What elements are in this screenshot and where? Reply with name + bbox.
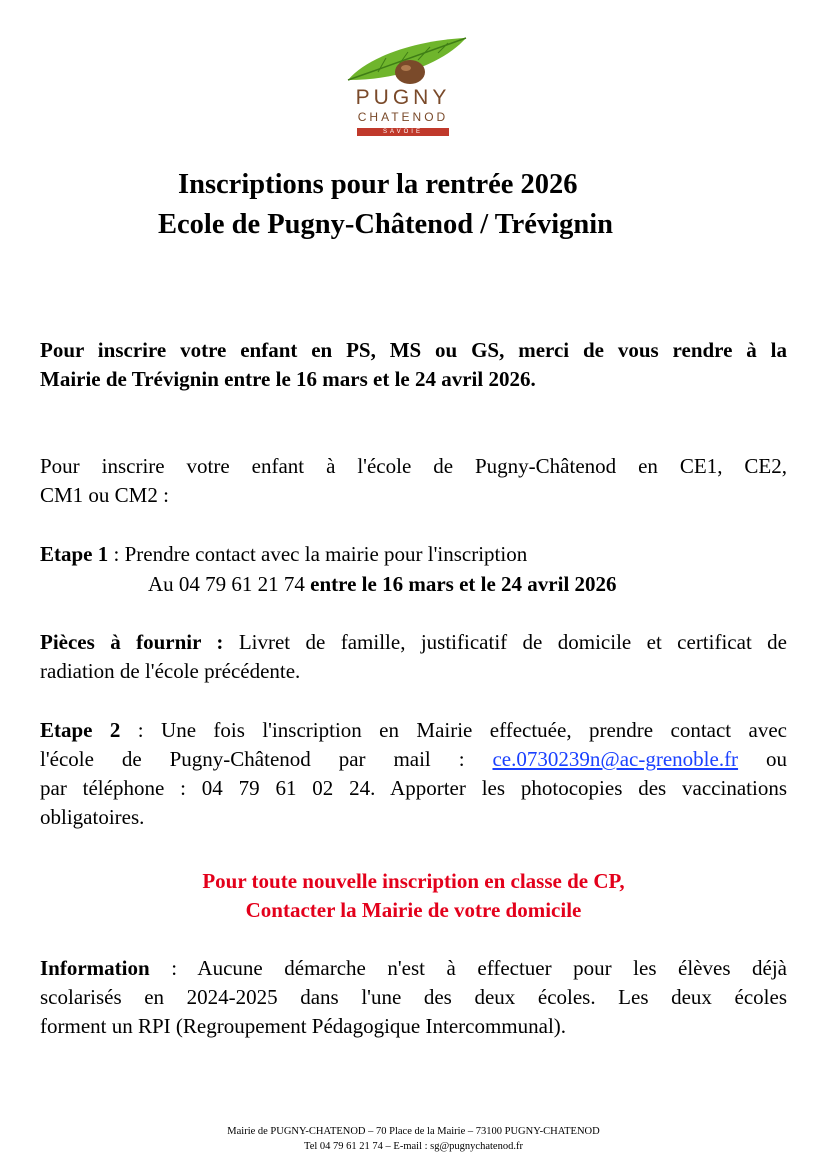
information-line: scolarisés en 2024-2025 dans l'une des deux écoles. Les deux écoles [40,985,787,1009]
etape1-text: : Prendre contact avec la mairie pour l'inscription [108,542,528,566]
etape2-paragraph [40,716,787,832]
elementaire-line: CM1 ou CM2 : [40,483,169,507]
cp-notice-line1: Pour toute nouvelle inscription en classe de CP, [202,869,625,893]
etape1-phone: Au 04 79 61 21 74 [148,572,311,596]
etape1-label: Etape 1 [40,542,109,566]
information-line: forment un RPI (Regroupement Pédagogique Intercommunal). [40,1014,567,1038]
information-text: : Aucune démarche n'est à effectuer pour les élèves déjà [149,956,787,980]
page-title: Inscriptions pour la rentrée 2026 [178,169,578,200]
pieces-text: Livret de famille, justificatif de domicile et certificat de [223,630,787,654]
logo-text-pugny: PUGNY [355,86,451,109]
footer-address: Mairie de PUGNY-CHATENOD – 70 Place de la Mairie – 73100 PUGNY-CHATENOD [227,1126,600,1137]
etape2-line: par téléphone : 04 79 61 02 24. Apporter les photocopies des vaccinations [40,776,787,800]
pieces-paragraph [40,628,787,686]
information-label: Information [40,956,150,980]
etape2-line: obligatoires. [40,805,145,829]
etape2-mail-prefix: l'école de Pugny-Châtenod par mail : [40,747,493,771]
elementaire-paragraph [40,452,787,510]
pieces-label: Pièces à fournir : [40,630,224,654]
page-subtitle: Ecole de Pugny-Châtenod / Trévignin [158,209,613,240]
school-email-link[interactable]: ce.0730239n@ac-grenoble.fr [492,747,739,771]
logo-text-savoie: SAVOIE [357,128,449,136]
logo-text-chatenod: CHATENOD [357,110,449,124]
chestnut-leaf-icon [338,36,468,86]
elementaire-line: Pour inscrire votre enfant à l'école de Pugny-Châtenod en CE1, CE2, [40,454,787,478]
etape2-label: Etape 2 [40,718,121,742]
etape1-contact [148,570,617,599]
etape1-dates: entre le 16 mars et le 24 avril 2026 [310,572,617,596]
maternelle-line: Mairie de Trévignin entre le 16 mars et le 24 avril 2026. [40,367,536,391]
etape2-mail-suffix: ou [766,747,787,771]
maternelle-paragraph [40,336,787,394]
etape2-text: : Une fois l'inscription en Mairie effectuée, prendre contact avec [120,718,788,742]
information-paragraph [40,954,787,1041]
cp-notice-line2: Contacter la Mairie de votre domicile [245,898,582,922]
municipal-logo [338,36,468,140]
maternelle-line: Pour inscrire votre enfant en PS, MS ou GS, merci de vous rendre à la [40,338,787,362]
etape1-paragraph [40,540,787,569]
pieces-line: radiation de l'école précédente. [40,659,301,683]
footer-contact: Tel 04 79 61 21 74 – E-mail : sg@pugnychatenod.fr [304,1141,523,1152]
